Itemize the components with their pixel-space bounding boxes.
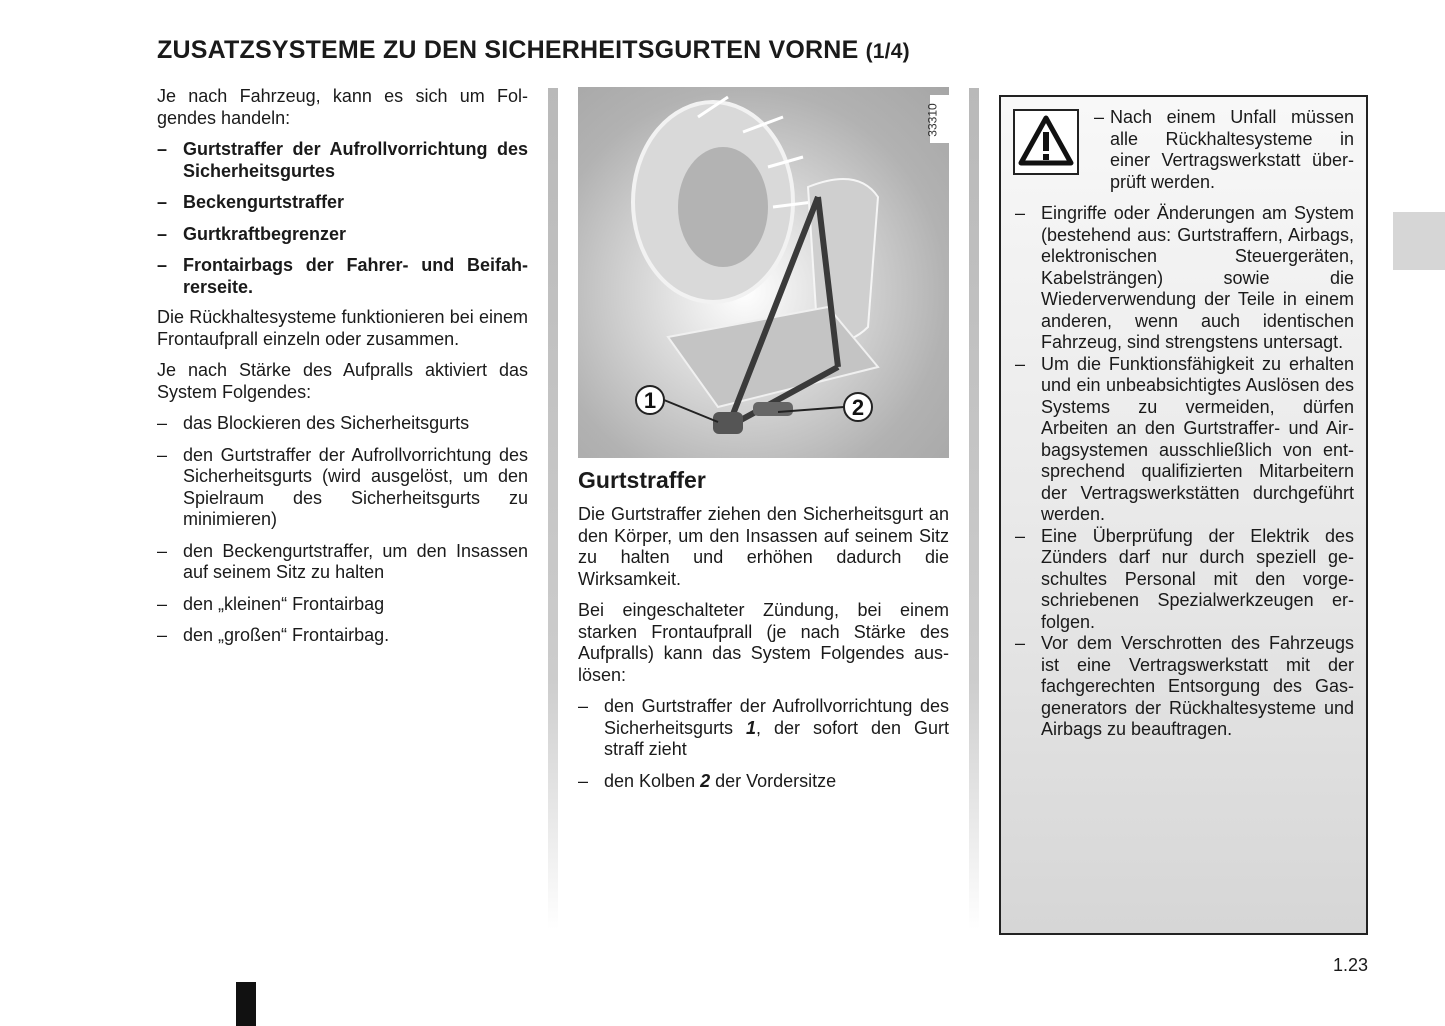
list-item: – den „großen“ Frontairbag.	[157, 625, 390, 645]
title-main: ZUSATZSYSTEME ZU DEN SICHERHEITSGURTEN VORNE	[157, 36, 859, 64]
list-item: – den Beckengurtstraffer, um den Insassen auf seinem Sitz zu halten	[157, 540, 528, 582]
list-dash: –	[1015, 525, 1026, 546]
list-item: – den Kolben 2 der Vordersitze	[578, 770, 837, 791]
list-dash: –	[578, 696, 589, 716]
section-tab	[1393, 212, 1445, 270]
warning-list	[1015, 203, 1354, 741]
list-dash: –	[157, 625, 168, 645]
left-column	[157, 86, 528, 657]
label-1-leader	[664, 400, 718, 422]
column-divider-right	[969, 88, 979, 930]
list-item: – Eine Überprüfung der Elektrik des Zünders darf nur durch speziell geschultes Personal mit den vorgeschriebenen Spezialwerkzeugen erfolgen.	[1015, 525, 1354, 632]
list-item: – Eingriffe oder Änderungen am System (bestehend aus: Gurtstraffern, Airbags, elektronischen Steuergeräten, Kabelsträngen) sowie die Wiederverwendung der Teile in einem anderen, wenn auch identischen Fahrzeug, sind strengstens untersagt.	[1015, 203, 1354, 352]
page-number: 1.23	[1333, 955, 1369, 975]
section-heading: Gurtstraffer	[578, 467, 706, 493]
figure-code: 33310	[930, 95, 950, 143]
print-mark	[236, 982, 256, 1026]
list-item: – Frontairbags der Fahrer- und Beifahrerseite.	[157, 255, 528, 297]
column-divider-left	[548, 88, 558, 930]
seatbelt-pretensioner-illustration	[578, 87, 949, 458]
list-item: – den Gurtstraffer der Aufrollvorrichtung des Sicherheitsgurts (wird ausgelöst, um den Spielraum des Sicherheitsgurts zu minimieren)	[157, 444, 528, 529]
retractor-part	[713, 412, 743, 434]
list-dash: –	[157, 444, 168, 465]
list-dash: –	[1015, 353, 1026, 374]
list-item: – den „kleinen“ Frontairbag	[157, 593, 385, 614]
middle-column	[578, 466, 949, 802]
list-item: – Gurtkraftbegrenzer	[157, 223, 347, 244]
list-item: – Um die Funktionsfähigkeit zu erhalten und ein unbeabsichtigtes Auslösen des Systems zu vermeiden, dürfen Arbeiten an den Gurtstraffer- und Airbagsystemen ausschließlich von entsprechend qualifizierten Mitarbeitern der Vertragswerkstätten durchgeführt werden.	[1015, 353, 1354, 524]
reference-number: 2	[700, 770, 711, 791]
list-item: – Gurtstraffer der Aufrollvorrichtung des Sicherheitsgurtes	[157, 139, 528, 181]
illustration-drawing	[578, 87, 949, 458]
list-item: – das Blockieren des Sicherheitsgurts	[157, 413, 470, 433]
trigger-list	[578, 696, 949, 792]
list-dash: –	[157, 413, 168, 433]
bold-list	[157, 139, 528, 298]
list-dash: –	[578, 770, 589, 791]
list-dash: –	[157, 255, 168, 275]
title-part: (1/4)	[865, 40, 910, 63]
effects-list	[157, 413, 528, 647]
callout-1-label: 1	[643, 388, 657, 413]
list-dash: –	[1094, 107, 1105, 127]
list-dash: –	[157, 593, 168, 614]
warning-icon	[1013, 109, 1079, 175]
list-dash: –	[157, 192, 168, 212]
list-item: – den Gurtstraffer der Aufrollvorrichtung des Sicherheitsgurts 1, der sofort den Gurt straff zieht	[578, 696, 949, 759]
list-dash: –	[157, 540, 168, 561]
piston-part	[753, 402, 793, 416]
list-dash: –	[1015, 633, 1026, 653]
callout-2-label: 2	[851, 395, 865, 420]
airbag-shadow	[678, 147, 768, 267]
reference-number: 1	[746, 717, 757, 738]
ignition-paragraph: Bei eingeschalteter Zündung, bei einem starken Frontaufprall (je nach Stärke des Aufpralls) kann das System Folgendes auslösen:	[578, 600, 949, 685]
list-item: – Vor dem Verschrotten des Fahrzeugs ist eine Vertragswerkstatt mit der fachgerechten Entsorgung des Gasgenerators der Rückhaltesysteme und Airbags zu beauftragen.	[1015, 633, 1354, 739]
warning-first-item: – Nach einem Unfall müssen alle Rückhaltesysteme in einer Vertragswerkstatt überprüft werden.	[1094, 107, 1354, 192]
list-dash: –	[1015, 203, 1026, 223]
strength-paragraph: Je nach Stärke des Aufpralls aktiviert das System Folgendes:	[157, 360, 528, 402]
pretensioner-paragraph: Die Gurtstraffer ziehen den Sicherheitsgurt an den Körper, um den Insassen auf seinem Sitz zu halten und erhöhen dadurch die Wirksamkeit.	[578, 504, 949, 589]
list-dash: –	[157, 139, 168, 159]
intro-paragraph: Je nach Fahrzeug, kann es sich um Folgendes handeln:	[157, 86, 528, 128]
page-title	[157, 36, 910, 65]
function-paragraph: Die Rückhaltesysteme funktionieren bei einem Frontaufprall einzeln oder zusammen.	[157, 307, 528, 349]
list-item: – Beckengurtstraffer	[157, 192, 345, 212]
list-dash: –	[157, 223, 168, 244]
